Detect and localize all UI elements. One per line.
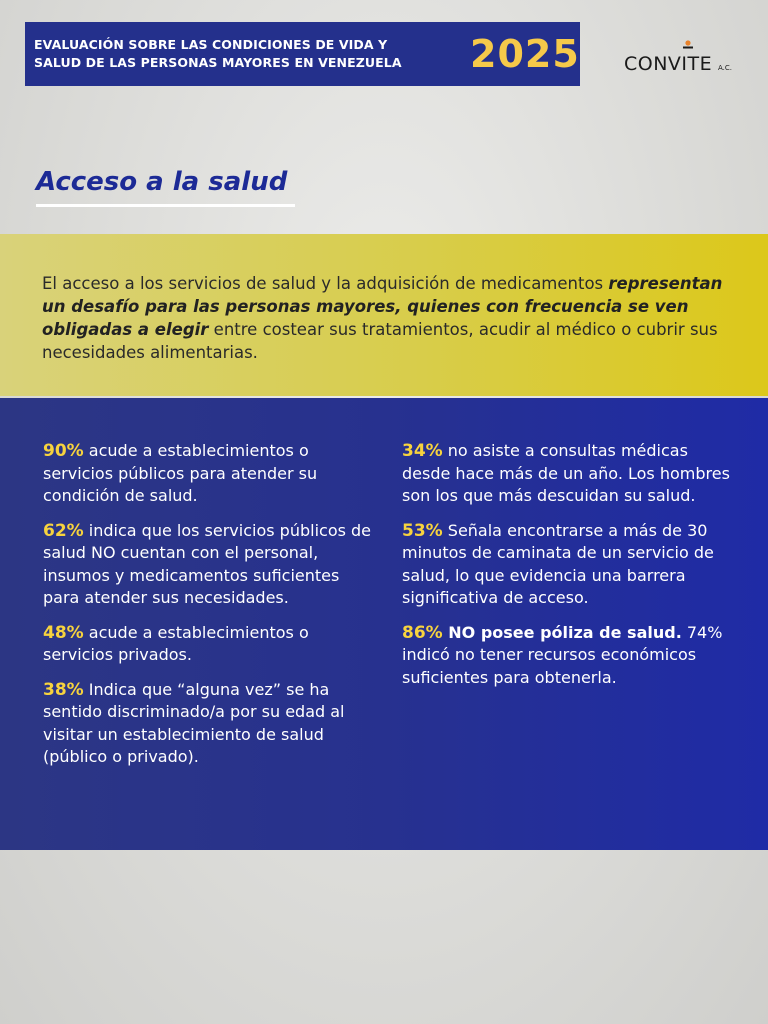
stat-item [43,679,378,769]
stat-text: Indica que “alguna vez” se ha sentido discriminado/a por su edad al visitar un establecimiento de salud (público o privado). [43,679,345,766]
stat-item [43,622,378,667]
stat-strong-text: NO posee póliza de salud. [442,622,682,642]
stat-percent: 86% [402,622,443,643]
intro-emphasis: representan un desafío para las personas mayores, quienes con frecuencia se ven obligadas a elegir [42,274,723,339]
stat-text: Señala encontrarse a más de 30 minutos de caminata de un servicio de salud, lo que evidencia una barrera significativa de acceso. [402,520,714,607]
stat-item [43,440,378,508]
section-underline [36,204,295,207]
stat-item [43,520,378,610]
section-title: Acceso a la salud [36,167,288,197]
stat-percent: 34% [402,441,443,461]
stats-column-right [402,440,737,701]
stat-percent: 48% [43,622,84,643]
header-title-line2: SALUD DE LAS PERSONAS MAYORES EN VENEZUELA [34,55,402,70]
stat-percent: 38% [43,679,84,700]
intro-text-2: entre costear sus tratamientos, acudir al médico o cubrir sus necesidades alimentarias. [42,320,718,362]
convite-logo [624,40,744,80]
intro-paragraph [42,272,742,364]
logo-suffix: A.C. [718,64,733,72]
intro-text-1: El acceso a los servicios de salud y la adquisición de medicamentos [42,274,609,293]
header-title [34,36,464,72]
stat-text: acude a establecimientos o servicios públicos para atender su condición de salud. [43,441,318,505]
person-icon [682,40,694,54]
stat-text: indica que los servicios públicos de salud NO cuentan con el personal, insumos y medicamentos suficientes para atender sus necesidades. [43,520,372,607]
stat-item [402,520,737,610]
header-title-line1: EVALUACIÓN SOBRE LAS CONDICIONES DE VIDA Y [34,37,388,52]
stat-item [402,440,737,508]
stat-percent: 90% [43,441,84,461]
stat-text: acude a establecimientos o servicios privados. [43,622,309,664]
header-year: 2025 [470,32,580,76]
stat-percent: 53% [402,520,443,541]
stat-text: no asiste a consultas médicas desde hace más de un año. Los hombres son los que más descuidan su salud. [402,441,730,505]
stats-column-left [43,440,378,781]
stat-text: 74% indicó no tener recursos económicos suficientes para obtenerla. [402,622,723,687]
header-banner [25,22,580,86]
stat-percent: 62% [43,520,84,541]
stat-item [402,622,737,690]
logo-text: CONVITE [624,53,713,75]
